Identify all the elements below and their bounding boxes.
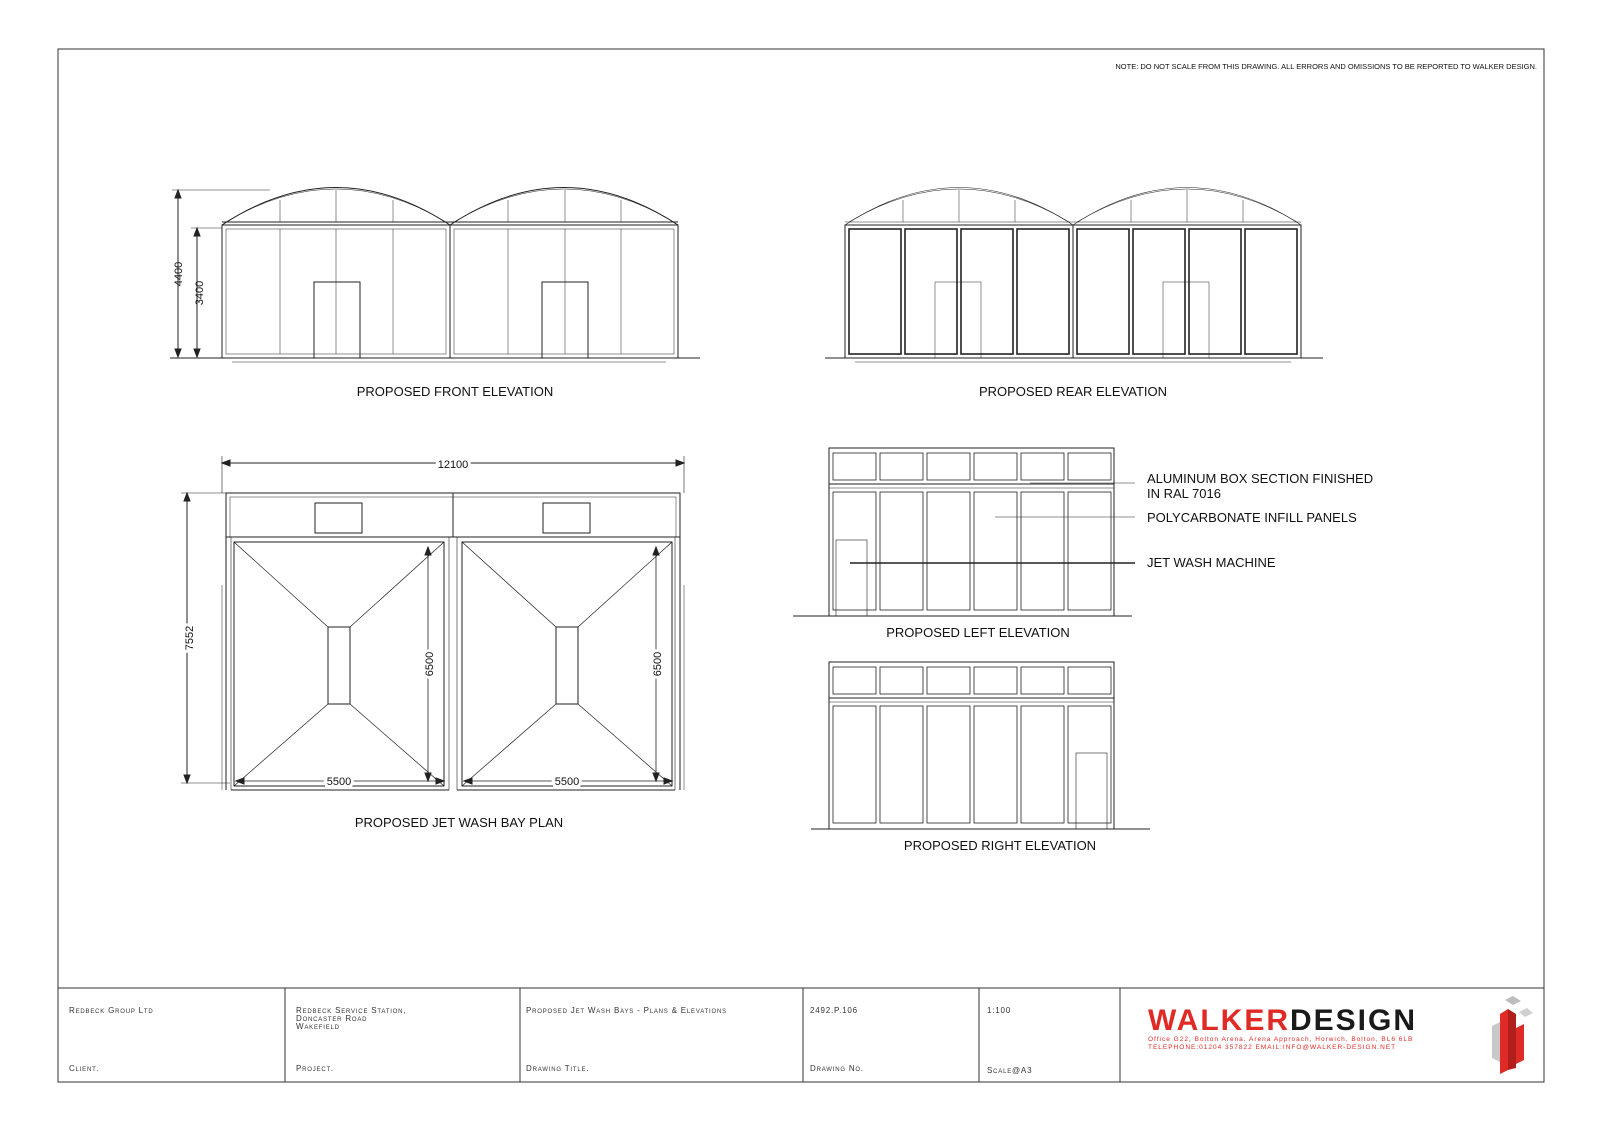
- client-label: Client.: [69, 1064, 100, 1073]
- annotation-polycarbonate: POLYCARBONATE INFILL PANELS: [1147, 510, 1357, 525]
- right-elevation: [811, 662, 1150, 829]
- plan-dim-depth: 7552: [184, 625, 196, 651]
- client-value: Redbeck Group Ltd: [69, 1006, 154, 1015]
- drawing-number-label: Drawing No.: [810, 1064, 864, 1073]
- logo-address: Office G22, Bolton Arena, Arena Approach, Horwich, Bolton, BL6 6LB: [1148, 1036, 1414, 1043]
- plan-dim-bay2-width: 5500: [554, 776, 580, 788]
- plan-dim-bay1-depth: 6500: [424, 651, 436, 677]
- right-elevation-caption: PROPOSED RIGHT ELEVATION: [903, 838, 1097, 853]
- project-label: Project.: [296, 1064, 334, 1073]
- left-elevation-caption: PROPOSED LEFT ELEVATION: [886, 625, 1070, 640]
- plan-dim-bay1-width: 5500: [326, 776, 352, 788]
- rear-elevation-caption: PROPOSED REAR ELEVATION: [978, 384, 1168, 399]
- sheet-border: [58, 49, 1544, 1082]
- logo-design-text: DESIGN: [1290, 1004, 1418, 1037]
- logo-tower-icon: [1492, 996, 1533, 1074]
- rear-elevation: [825, 188, 1323, 363]
- project-value-line1: Redbeck Service Station,: [296, 1006, 407, 1015]
- drawing-number-value: 2492.P.106: [810, 1006, 858, 1015]
- scale-value: 1:100: [987, 1006, 1012, 1015]
- annotation-aluminium-2: IN RAL 7016: [1147, 486, 1221, 501]
- plan-dim-bay2-depth: 6500: [652, 651, 664, 677]
- project-value-line2: Doncaster Road: [296, 1014, 368, 1023]
- drawing-title-value: Proposed Jet Wash Bays - Plans & Elevations: [526, 1006, 727, 1015]
- project-value-line3: Wakefield: [296, 1022, 340, 1031]
- svg-text:WALKERDESIGN: [1148, 1004, 1417, 1037]
- logo-contact: TELEPHONE:01204 357822 EMAIL:INFO@WALKER-DESIGN.NET: [1148, 1044, 1397, 1051]
- front-dim-3400: 3400: [194, 280, 206, 306]
- annotation-aluminium-1: ALUMINUM BOX SECTION FINISHED: [1147, 471, 1374, 486]
- plan-dim-width: 12100: [437, 459, 469, 471]
- left-elevation: [793, 448, 1135, 616]
- drawing-note: NOTE: DO NOT SCALE FROM THIS DRAWING. ALL ERRORS AND OMISSIONS TO BE REPORTED TO WALKER DESIGN.: [1115, 62, 1537, 71]
- annotation-jetwash: JET WASH MACHINE: [1147, 555, 1276, 570]
- front-dim-4400: 4400: [173, 261, 185, 287]
- logo-walker-text: WALKER: [1148, 1004, 1290, 1037]
- plan-caption: PROPOSED JET WASH BAY PLAN: [354, 815, 564, 830]
- jet-wash-bay-plan: [181, 456, 684, 790]
- walker-design-logo: [1148, 996, 1533, 1074]
- drawing-title-label: Drawing Title.: [526, 1064, 590, 1073]
- front-elevation-caption: PROPOSED FRONT ELEVATION: [356, 384, 554, 399]
- scale-label: Scale@A3: [987, 1066, 1033, 1075]
- front-elevation: [170, 188, 700, 363]
